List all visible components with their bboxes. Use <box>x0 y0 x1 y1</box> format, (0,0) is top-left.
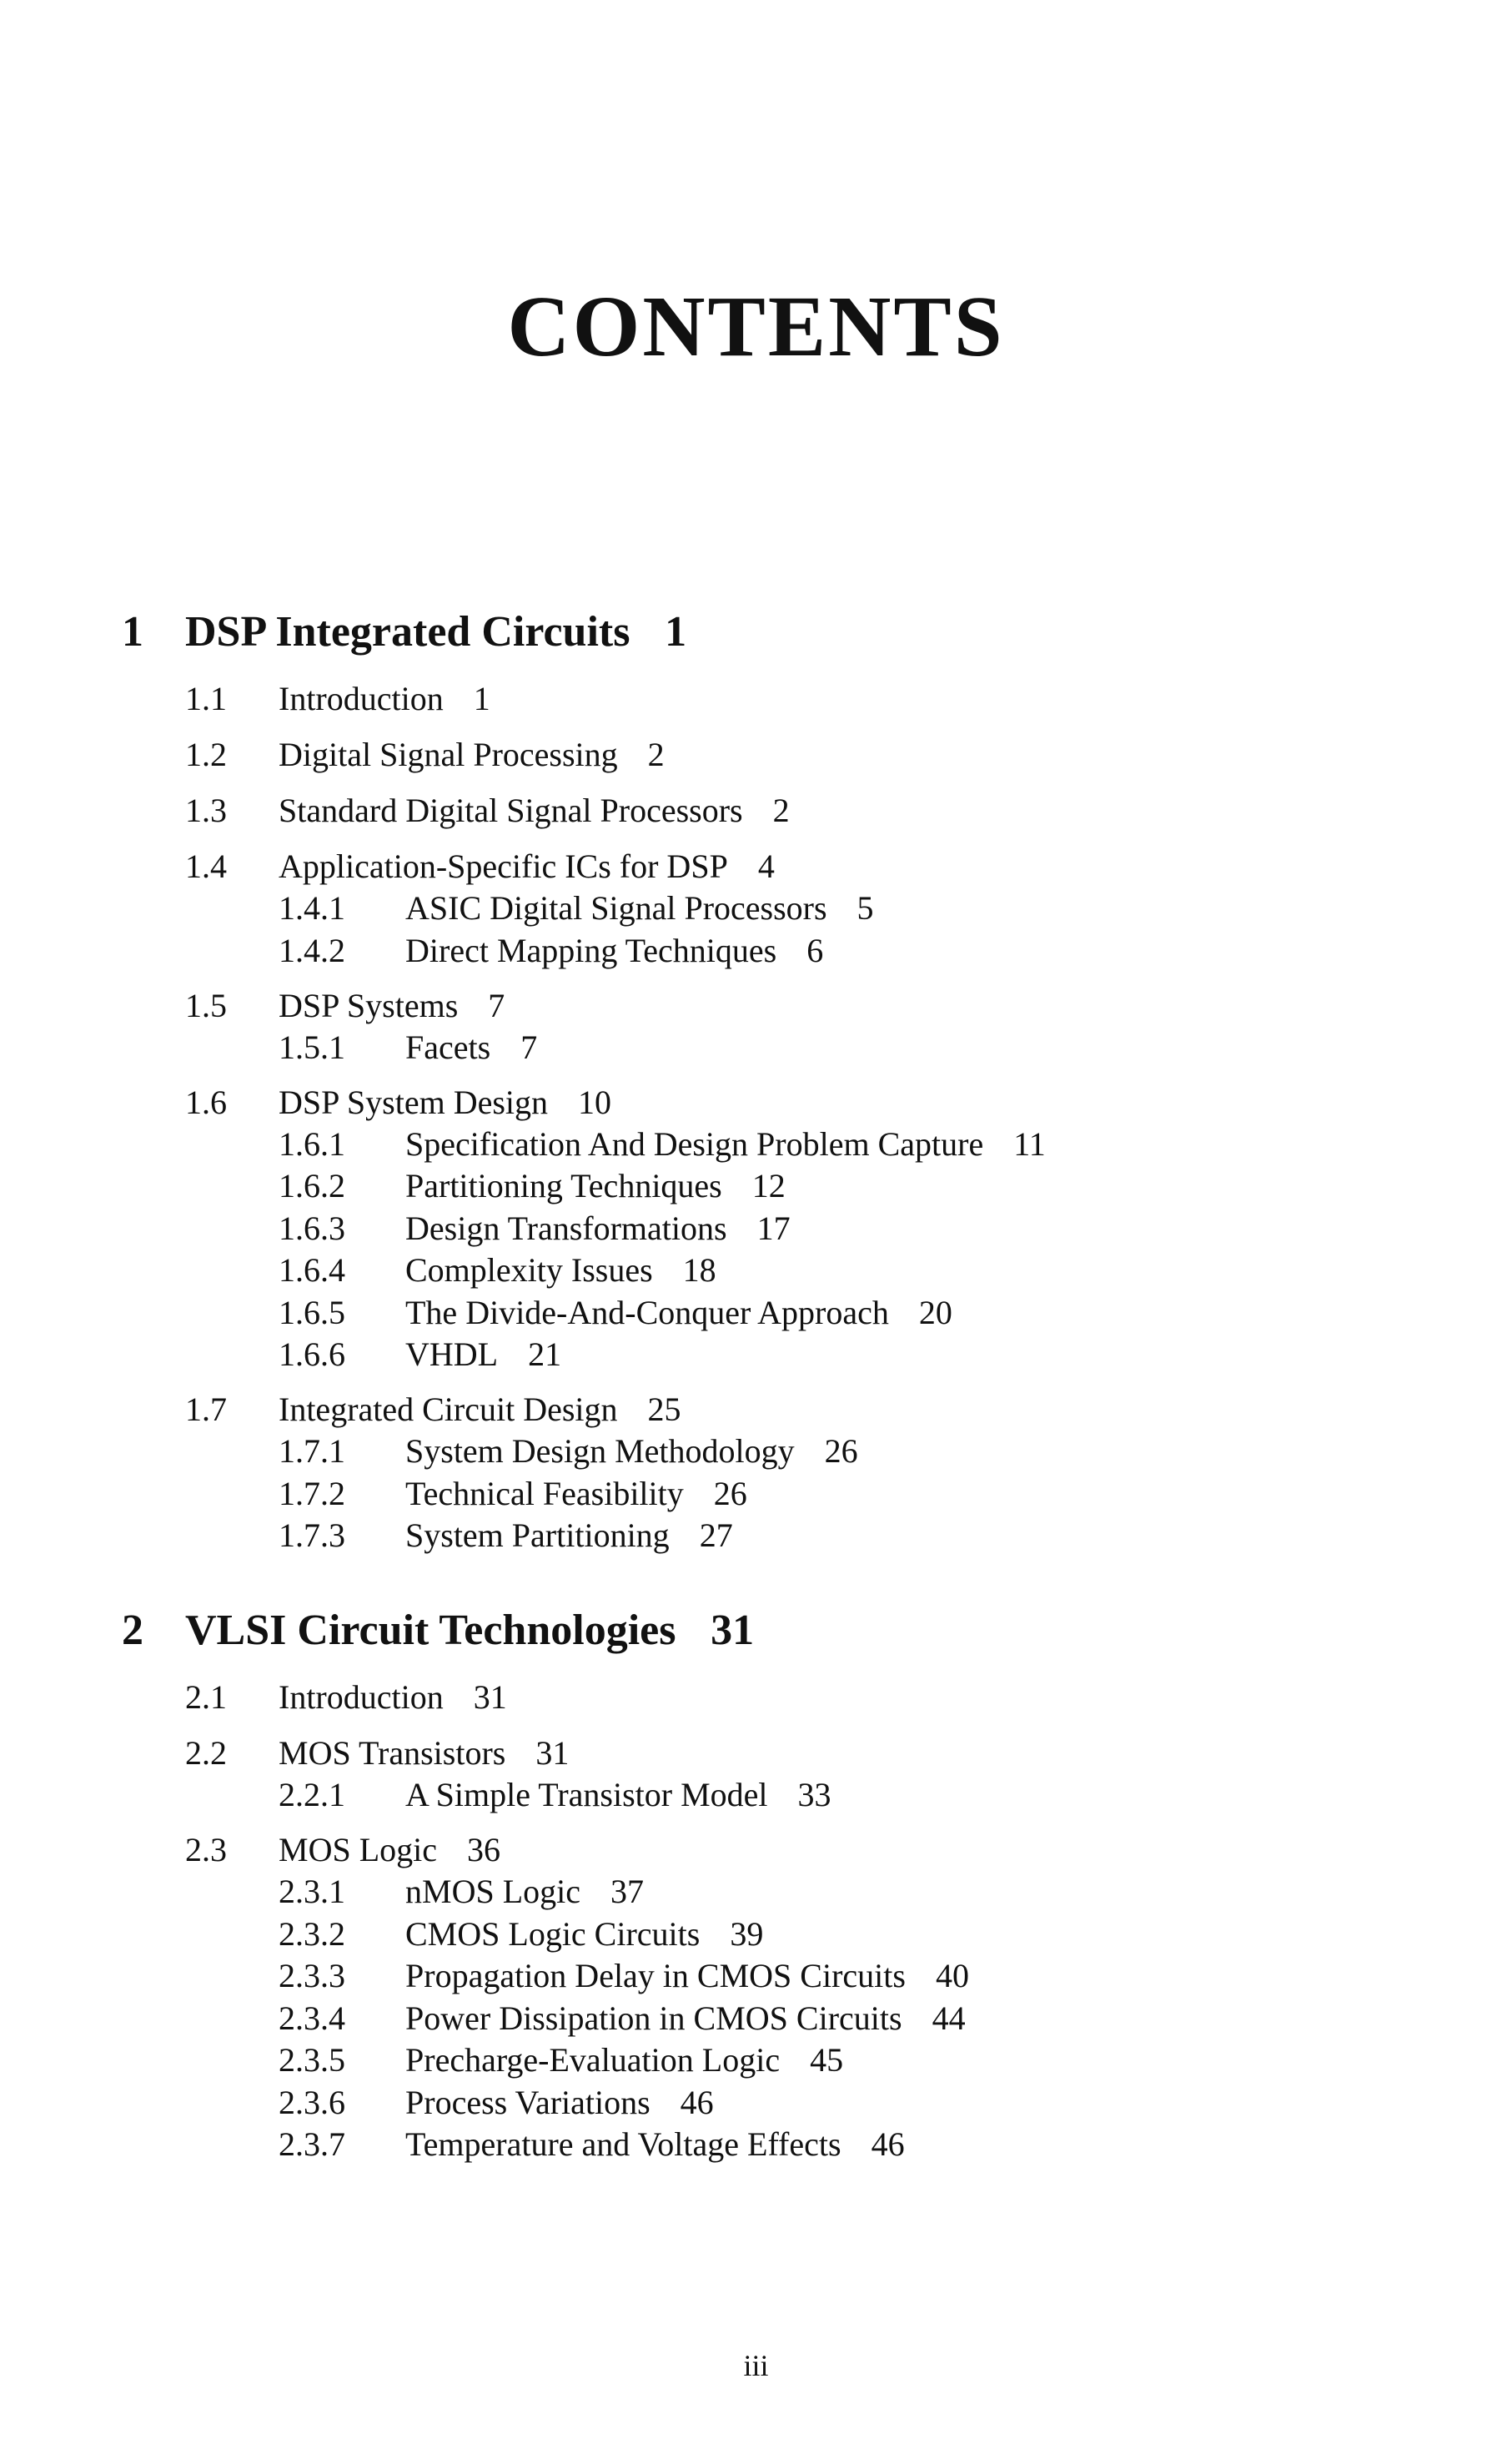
subsection-number-text: 2.3.3 <box>279 1957 345 1994</box>
subsection-title <box>405 1914 764 1953</box>
subsection-title-page: 37 <box>610 1873 644 1910</box>
section-title <box>279 1083 612 1121</box>
chapter-title <box>185 1609 754 1652</box>
section-title-text: Integrated Circuit Design <box>279 1390 618 1428</box>
subsection-number <box>279 1335 345 1373</box>
subsection-number <box>279 1474 345 1512</box>
subsection-number <box>279 2125 345 2163</box>
subsection-number-text: 1.4.2 <box>279 931 345 969</box>
subsection-title-text: ASIC Digital Signal Processors <box>405 889 827 927</box>
subsection-title-page: 33 <box>797 1776 831 1813</box>
section-title <box>279 794 790 827</box>
subsection-title-text: Precharge-Evaluation Logic <box>405 2041 781 2079</box>
section-title-text: MOS Transistors <box>279 1734 506 1772</box>
subsection-title-page: 46 <box>680 2083 714 2121</box>
section-title <box>279 1390 681 1428</box>
section-number <box>185 1390 227 1428</box>
subsection-title-text: The Divide-And-Conquer Approach <box>405 1293 889 1331</box>
subsection-title-text: A Simple Transistor Model <box>405 1776 768 1813</box>
subsection-title-page: 17 <box>756 1209 791 1247</box>
section-title-text: Digital Signal Processing <box>279 736 618 773</box>
section-number <box>185 1734 227 1772</box>
subsection-title-page: 27 <box>699 1516 733 1554</box>
subsection-number-text: 1.6.1 <box>279 1124 345 1163</box>
subsection-number-text: 2.3.2 <box>279 1914 345 1953</box>
subsection-title <box>405 1778 831 1812</box>
subsection-number <box>279 1124 345 1163</box>
subsection-number <box>279 2083 345 2121</box>
subsection-title-page: 40 <box>935 1957 969 1994</box>
subsection-number <box>279 1999 345 2037</box>
subsection-title <box>405 1028 538 1066</box>
subsection-title <box>405 1516 733 1554</box>
section-number <box>185 1833 227 1867</box>
chapter-title-page: 1 <box>665 608 687 656</box>
subsection-number <box>279 1209 345 1247</box>
subsection-title <box>405 1875 644 1908</box>
subsection-number <box>279 889 345 927</box>
section-title-page: 4 <box>757 847 775 885</box>
subsection-title-page: 6 <box>806 931 824 969</box>
subsection-title <box>405 1169 786 1203</box>
page-title: CONTENTS <box>507 279 1005 375</box>
subsection-title <box>405 931 824 969</box>
section-title-text: Introduction <box>279 680 444 717</box>
section-number <box>185 986 227 1024</box>
subsection-title <box>405 1335 562 1373</box>
subsection-title-text: System Design Methodology <box>405 1432 795 1470</box>
section-title-page: 2 <box>772 792 790 829</box>
subsection-title <box>405 2041 844 2079</box>
subsection-number-text: 1.6.3 <box>279 1209 345 1247</box>
section-number-text: 1.3 <box>185 792 227 829</box>
subsection-title-text: Propagation Delay in CMOS Circuits <box>405 1957 906 1994</box>
subsection-number-text: 1.7.2 <box>279 1474 345 1512</box>
subsection-number-text: 1.5.1 <box>279 1028 345 1066</box>
subsection-number <box>279 1914 345 1953</box>
subsection-number-text: 2.2.1 <box>279 1776 345 1813</box>
subsection-number-text: 2.3.5 <box>279 2041 345 2079</box>
subsection-number-text: 2.3.4 <box>279 1999 345 2037</box>
subsection-number <box>279 1959 345 1993</box>
section-number-text: 1.2 <box>185 736 227 773</box>
subsection-number-text: 2.3.6 <box>279 2083 345 2121</box>
subsection-title-page: 21 <box>528 1335 562 1373</box>
section-title <box>279 1678 507 1716</box>
subsection-title <box>405 1293 952 1331</box>
subsection-title-page: 46 <box>871 2125 905 2163</box>
chapter-title-text: VLSI Circuit Technologies <box>185 1607 676 1654</box>
subsection-title-text: Complexity Issues <box>405 1251 653 1289</box>
subsection-number-text: 1.6.5 <box>279 1293 345 1331</box>
subsection-number <box>279 1251 345 1289</box>
chapter-number <box>122 1609 143 1652</box>
section-title-page: 7 <box>488 986 505 1024</box>
subsection-number-text: 1.6.6 <box>279 1335 345 1373</box>
subsection-title-page: 11 <box>1013 1124 1046 1163</box>
subsection-title <box>405 1432 858 1470</box>
chapter-number-text: 2 <box>122 1607 143 1654</box>
section-title-page: 10 <box>578 1083 612 1121</box>
section-number <box>185 794 227 827</box>
section-number <box>185 682 227 716</box>
subsection-title-text: Partitioning Techniques <box>405 1167 722 1204</box>
subsection-title-text: nMOS Logic <box>405 1873 580 1910</box>
subsection-number-text: 1.7.1 <box>279 1432 345 1470</box>
section-title-page: 2 <box>647 736 665 773</box>
subsection-title <box>405 2125 905 2163</box>
section-title-page: 36 <box>467 1831 500 1868</box>
section-number <box>185 738 227 772</box>
section-number-text: 1.7 <box>185 1390 227 1428</box>
section-number-text: 1.1 <box>185 680 227 717</box>
section-title <box>279 1734 570 1772</box>
section-title-text: DSP Systems <box>279 986 459 1024</box>
section-title-page: 1 <box>473 680 490 717</box>
section-number-text: 1.4 <box>185 847 227 885</box>
section-number <box>185 847 227 885</box>
subsection-number <box>279 1293 345 1331</box>
chapter-title <box>185 608 687 656</box>
subsection-title-text: Power Dissipation in CMOS Circuits <box>405 1999 902 2037</box>
section-number-text: 1.5 <box>185 986 227 1024</box>
subsection-title <box>405 1124 1046 1163</box>
subsection-title-text: Temperature and Voltage Effects <box>405 2125 841 2163</box>
subsection-title-text: Direct Mapping Techniques <box>405 931 777 969</box>
subsection-title-text: Design Transformations <box>405 1209 727 1247</box>
subsection-number <box>279 931 345 969</box>
subsection-title-page: 26 <box>824 1432 858 1470</box>
subsection-title-text: Technical Feasibility <box>405 1474 684 1512</box>
section-title-text: Application-Specific ICs for DSP <box>279 847 728 885</box>
page-number: iii <box>743 2349 769 2382</box>
chapter-title-text: DSP Integrated Circuits <box>185 608 630 656</box>
subsection-number <box>279 1028 345 1066</box>
subsection-number-text: 1.7.3 <box>279 1516 345 1554</box>
section-number <box>185 1083 227 1121</box>
section-title-page: 31 <box>473 1678 507 1716</box>
section-title <box>279 738 665 772</box>
section-number-text: 2.3 <box>185 1831 227 1868</box>
subsection-title-text: Facets <box>405 1028 491 1066</box>
section-title <box>279 847 775 885</box>
section-title-page: 31 <box>535 1734 570 1772</box>
subsection-title-text: VHDL <box>405 1335 499 1373</box>
section-title-text: MOS Logic <box>279 1831 437 1868</box>
subsection-number <box>279 2041 345 2079</box>
subsection-title-text: System Partitioning <box>405 1516 670 1554</box>
subsection-title <box>405 1474 747 1512</box>
chapter-number <box>122 608 143 656</box>
subsection-title <box>405 1959 969 1993</box>
section-title-text: Standard Digital Signal Processors <box>279 792 743 829</box>
section-title <box>279 682 490 716</box>
section-number <box>185 1678 227 1716</box>
subsection-title-text: Specification And Design Problem Capture <box>405 1124 984 1163</box>
subsection-number <box>279 1516 345 1554</box>
section-number-text: 2.1 <box>185 1678 227 1716</box>
subsection-title <box>405 1209 791 1247</box>
chapter-number-text: 1 <box>122 608 143 656</box>
section-number-text: 1.6 <box>185 1083 227 1121</box>
subsection-title-page: 7 <box>520 1028 538 1066</box>
subsection-number-text: 2.3.7 <box>279 2125 345 2163</box>
subsection-title-page: 20 <box>918 1293 952 1331</box>
subsection-number-text: 2.3.1 <box>279 1873 345 1910</box>
section-title-page: 25 <box>647 1390 681 1428</box>
subsection-title-page: 12 <box>751 1167 786 1204</box>
subsection-number-text: 1.6.2 <box>279 1167 345 1204</box>
subsection-title-page: 26 <box>713 1474 747 1512</box>
subsection-title-text: CMOS Logic Circuits <box>405 1914 701 1953</box>
section-title-text: Introduction <box>279 1678 444 1716</box>
subsection-number <box>279 1432 345 1470</box>
section-title <box>279 1833 500 1867</box>
subsection-title <box>405 2083 714 2121</box>
section-title <box>279 986 505 1024</box>
subsection-number <box>279 1778 345 1812</box>
subsection-number <box>279 1875 345 1908</box>
subsection-number-text: 1.4.1 <box>279 889 345 927</box>
subsection-title-page: 18 <box>682 1251 716 1289</box>
subsection-title <box>405 1999 966 2037</box>
chapter-title-page: 31 <box>711 1607 755 1654</box>
section-title-text: DSP System Design <box>279 1083 549 1121</box>
subsection-number <box>279 1169 345 1203</box>
section-number-text: 2.2 <box>185 1734 227 1772</box>
subsection-title <box>405 889 874 927</box>
subsection-title-text: Process Variations <box>405 2083 651 2121</box>
subsection-number-text: 1.6.4 <box>279 1251 345 1289</box>
subsection-title <box>405 1251 716 1289</box>
subsection-title-page: 5 <box>856 889 874 927</box>
subsection-title-page: 39 <box>730 1914 764 1953</box>
subsection-title-page: 45 <box>810 2041 844 2079</box>
subsection-title-page: 44 <box>932 1999 966 2037</box>
